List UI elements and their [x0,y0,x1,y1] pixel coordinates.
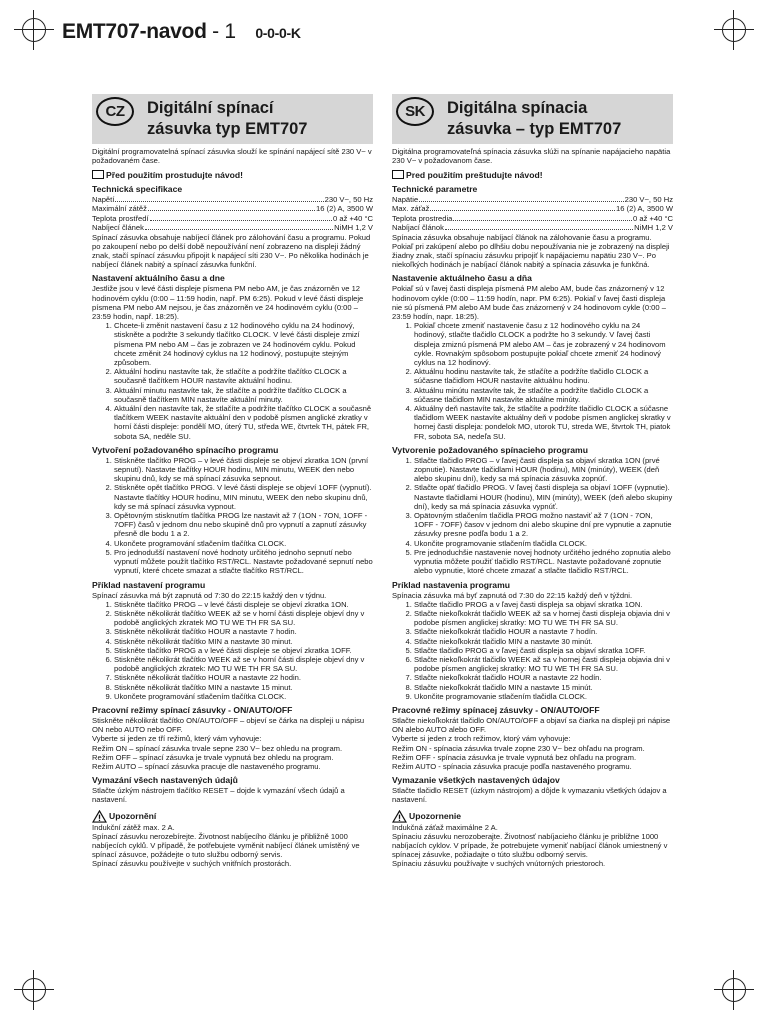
cz-example-text: Spínací zásuvka má být zapnutá od 7:30 do 22:15 každý den v týdnu. [92,590,327,600]
cz-time-steps [92,321,373,441]
spec-row [392,204,673,214]
spec-leader-dots [445,223,633,230]
cz-title: Digitální spínací zásuvka typ EMT707 [147,99,308,138]
cz-modes-text [92,716,373,771]
spec-leader-dots [115,195,323,202]
sk-warning-text [392,823,673,869]
document-title [62,20,301,44]
sk-warning-heading: Upozornenie [409,811,462,822]
cz-battery-text: Spínací zásuvka obsahuje nabíjecí článek pro zálohování času a programu. Pokud po zakoupení nebo po delší době nepoužívání není zobrazeno na displeji žádný znak, stačí spínací zásuvku připojit k napájecí síti 230 V~. Po několika hodinách je nabíjecí článek nabitý a spínací zásuvka funkční. [92,232,371,270]
spec-row [92,214,373,224]
sk-language-badge: SK [396,97,434,126]
sk-warning-title [392,810,673,823]
warning-triangle-icon [92,810,107,823]
step-item: 2. Stiskněte několikrát tlačítko WEEK až se v horní části displeje objeví dny v podobě anglických zkratek MO TU WE TH FR SA SU. [114,609,373,627]
document-separator: - [206,20,225,43]
sk-spec-heading: Technické parametre [392,183,478,194]
step-item: 5. Stlačte tlačidlo PROG a v ľavej časti displeja sa objaví skratka 1OFF. [414,646,673,655]
step-item: 4. Aktuálny deň nastavíte tak, že stlačíte a podržíte tlačidlo CLOCK a súčasne tlačidlom WEEK nastavíte aktuálny deň v podobe písmen anglickej skratky v hornej časti displeja: pondelok MO, utorok TU, streda WE, štvrtok TH, piatok FR, sobota SA, nedeľa SU. [414,404,673,441]
spec-label: Maximální zátěž [92,204,147,214]
spec-value: 16 (2) A, 3500 W [316,204,373,214]
sk-prog-steps [392,456,673,576]
sk-time-text: Pokiaľ sú v ľavej časti displeja písmená PM alebo AM, bude čas znázornený v 12 hodinovom cykle (0:00 – 11:59 hodín, napr. PM 6:25). Pokiaľ v ľavej časti displeja nie sú písmená PM alebo AM bude čas znázornený v 24 hodinovom cykle (0:00 – 23:59 hodín, napr. 18:25). [392,284,666,322]
czech-column [92,94,373,869]
sk-intro: Digitálna programovateľná spínacia zásuvka slúži na spínanie napájacieho napätia 230 V~ v požadovanom čase. [392,147,671,166]
spec-value: 230 V~, 50 Hz [624,194,673,204]
cz-spec-heading: Technická specifikace [92,183,183,194]
manual-book-icon [92,170,104,179]
cz-warning-text [92,823,373,869]
cz-warning-title [92,810,373,823]
mode-line: Režim ON – spínací zásuvka trvale sepne 230 V~ bez ohledu na program. [92,743,343,753]
step-item: 3. Opätovným stlačením tlačidla PROG možno nastaviť až 7 (1ON - 7ON, 1OFF - 7OFF) časov v jednom dni alebo skupine dní pre vypnutie a zapnutie zásuvky presne podľa bodu 1 a 2. [414,511,673,539]
cz-time-heading: Nastavení aktuálního času a dne [92,273,225,284]
spec-value: 230 V~, 50 Hz [324,194,373,204]
registration-mark-top-left [14,10,54,50]
spec-label: Teplota prostředí [92,213,149,223]
step-item: 2. Stlačte opäť tlačidlo PROG. V ľavej časti displeja sa objaví 1OFF (vypnutie). Nastavte tlačidlami HOUR (hodinu), MIN (minúty), WEEK (deň alebo skupiny dní), kedy sa má spínacia zásuvka vypnúť. [414,483,673,511]
cz-example-steps [92,600,373,701]
cz-spec-list [92,195,373,233]
document-code: 0-0-0-K [255,25,301,41]
cz-prog-heading: Vytvoření požadovaného spínacího programu [92,444,279,455]
mode-line: Vyberte si jeden z troch režimov, ktorý vám vyhovuje: [392,734,571,744]
step-item: 6. Stlačte niekoľkokrát tlačidlo WEEK až sa v hornej časti displeja objavia dni v podobe písmen anglickej skratky: MO TU WE TH FR SA SU. [414,655,673,673]
spec-row [92,223,373,233]
sk-time-heading: Nastavenie aktuálneho času a dňa [392,273,532,284]
mode-line: Vyberte si jeden ze tří režimů, který vám vyhovuje: [92,734,262,744]
step-item: 1. Stiskněte tlačítko PROG – v levé části displeje se objeví zkratka 1ON. [114,600,373,609]
step-item: 1. Stiskněte tlačítko PROG – v levé části displeje se objeví zkratka 1ON (první sepnutí). Nastavte tlačítky HOUR hodinu, MIN minutu, WEEK den nebo skupinu dnů, kdy se má spínací zásuvka sepnout. [114,456,373,484]
sk-reset-heading: Vymazanie všetkých nastavených údajov [392,775,560,786]
cz-time-text: Jestliže jsou v levé části displeje písmena PM nebo AM, je čas znázorněn ve 12 hodinovém cyklu (0:00 – 11:59 hodin, např. PM 6:25). Pokud v levé části displeje písmena PM nebo AM nejsou, je čas znázorněn ve 24 hodinovém cyklu (0:00 – 23:59 hodin, např. 18:25). [92,284,364,322]
document-model: EMT707-navod [62,20,207,43]
cz-read-note-text: Před použitím prostudujte návod! [106,169,244,180]
spec-leader-dots [145,223,333,230]
step-item: 7. Stiskněte několikrát tlačítko HOUR a nastavte 22 hodin. [114,673,373,682]
step-item: 4. Ukončete programování stlačením tlačítka CLOCK. [114,539,373,548]
registration-mark-bottom-right [714,970,754,1010]
step-item: 3. Stlačte niekoľkokrát tlačidlo HOUR a nastavte 7 hodín. [414,627,673,636]
cz-language-badge: CZ [96,97,134,126]
spec-leader-dots [419,195,623,202]
sk-prog-heading: Vytvorenie požadovaného spínacieho programu [392,444,588,455]
manual-book-icon [392,170,404,179]
step-item: 9. Ukončite programovanie stlačením tlačidla CLOCK. [414,692,673,701]
sk-example-heading: Príklad nastavenia programu [392,579,510,590]
step-item: 4. Ukončite programovanie stlačením tlačidla CLOCK. [414,539,673,548]
document-page-number: 1 [224,20,236,43]
mode-line: Režim OFF – spínací zásuvka je trvale vypnutá bez ohledu na program. [92,752,334,762]
cz-modes-heading: Pracovní režimy spínací zásuvky - ON/AUTO/OFF [92,704,293,715]
mode-line: Režim AUTO - spínacia zásuvka pracuje podľa nastaveného programu. [392,761,632,771]
sk-modes-heading: Pracovné režimy spínacej zásuvky - ON/AUTO/OFF [392,704,600,715]
mode-line: Režim AUTO – spínací zásuvka pracuje dle nastaveného programu. [92,761,321,771]
registration-mark-top-right [714,10,754,50]
spec-row [392,223,673,233]
spec-leader-dots [150,214,332,221]
cz-intro: Digitální programovatelná spínací zásuvka slouží ke spínání napájecí sítě 230 V~ v požadovaném čase. [92,147,372,166]
spec-row [392,214,673,224]
sk-spec-list [392,195,673,233]
sk-title-banner [392,94,673,144]
step-item: 6. Stiskněte několikrát tlačítko WEEK až se v horní části displeje objeví dny v podobě anglických zkratek: MO TU WE TH FR SA SU. [114,655,373,673]
spec-label: Nabíjací článok [392,223,444,233]
step-item: 3. Aktuální minutu nastavíte tak, že stlačíte a podržíte tlačítko CLOCK a současně tlačítkem MIN nastavíte aktuální minuty. [114,386,373,404]
step-item: 3. Aktuálnu minútu nastavíte tak, že stlačíte a podržíte tlačidlo CLOCK a súčasne tlačidlom MIN nastavíte aktuálne minúty. [414,386,673,404]
step-item: 8. Stlačte niekoľkokrát tlačidlo MIN a nastavte 15 minút. [414,683,673,692]
cz-title-banner [92,94,373,144]
step-item: 9. Ukončete programování stlačením tlačítka CLOCK. [114,692,373,701]
step-item: 5. Stiskněte tlačítko PROG a v levé části displeje se objeví zkratka 1OFF. [114,646,373,655]
step-item: 4. Stiskněte několikrát tlačítko MIN a nastavte 30 minut. [114,637,373,646]
registration-mark-bottom-left [14,970,54,1010]
warning-line: Spínaciu zásuvku používajte v suchých vnútorných priestoroch. [392,859,606,869]
step-item: 2. Aktuální hodinu nastavíte tak, že stlačíte a podržíte tlačítko CLOCK a současně tlačítkem HOUR nastavíte aktuální hodinu. [114,367,373,385]
cz-reset-text: Stlačte úzkým nástrojem tlačítko RESET – dojde k vymazání všech údajů a nastavení. [92,786,345,805]
sk-modes-text [392,716,673,771]
spec-label: Teplota prostredia [392,213,453,223]
spec-leader-dots [453,214,632,221]
spec-leader-dots [148,204,315,211]
step-item: 1. Pokiaľ chcete zmeniť nastavenie času z 12 hodinového cyklu na 24 hodinový, stlačte tlačidlo CLOCK a podržte ho 3 sekundy. V ľavej časti displeja zmiznú písmená PM alebo AM – čas je zobrazený v 24 hodinovom cykle. Rovnakým spôsobom postupujte pokiaľ chcete zmeniť 24 hodinový cyklus na 12 hodinový. [414,321,673,367]
spec-label: Nabíjecí článek [92,223,144,233]
step-item: 4. Stlačte niekoľkokrát tlačidlo MIN a nastavte 30 minút. [414,637,673,646]
spec-value: 0 až +40 °C [333,213,373,223]
cz-example-heading: Příklad nastavení programu [92,579,206,590]
step-item: 7. Stlačte niekoľkokrát tlačidlo HOUR a nastavte 22 hodín. [414,673,673,682]
mode-line: Režim ON - spínacia zásuvka trvale zopne 230 V~ bez ohľadu na program. [392,743,645,753]
step-item: 1. Stlačte tlačidlo PROG – v ľavej časti displeja sa objaví skratka 1ON (prvé zopnutie). Nastavte tlačidlami HOUR (hodinu), MIN (minúty), WEEK (deň alebo skupinu dní), kedy sa má spínacia zásuvka zopnúť. [414,456,673,484]
spec-value: 0 až +40 °C [633,213,673,223]
sk-read-manual-note [392,170,673,180]
mode-line: Stiskněte několikrát tlačítko ON/AUTO/OFF – objeví se čárka na displeji u nápisu ON nebo AUTO nebo OFF. [92,715,365,735]
step-item: 5. Pre jednoduchšie nastavenie novej hodnoty určitého jedného zopnutia alebo vypnutia môžete použiť tlačidlo RST/RCL. Nastavte požadované zopnutie alebo vypnutie, ktoré chcete zmazať a stlačte tlačidlo RST/RCL. [414,548,673,576]
warning-line: Indukčná záťaž maximálne 2 A. [392,822,498,832]
warning-line: Spínací zásuvku nerozebírejte. Životnost nabíjecího článku je přibližně 1000 nabíjecích cyklů. V případě, že potřebujete vyměnit nabíjecí článek umístěný ve spínací zásuvce, požádejte o tuto službu odborný servis. [92,831,360,860]
step-item: 2. Stlačte niekoľkokrát tlačidlo WEEK až sa v hornej časti displeja objavia dni v podobe písmen anglickej skratky: MO TU WE TH FR SA SU. [414,609,673,627]
spec-label: Napätie [392,194,419,204]
spec-row [92,204,373,214]
step-item: 2. Stiskněte opět tlačítko PROG. V levé části displeje se objeví 1OFF (vypnutí). Nastavte tlačítky HOUR hodinu, MIN minutu, WEEK den nebo skupinu dnů, kdy se má spínací zásuvka vypnout. [114,483,373,511]
step-item: 8. Stiskněte několikrát tlačítko MIN a nastavte 15 minut. [114,683,373,692]
spec-value: NiMH 1,2 V [334,223,373,233]
warning-triangle-icon [392,810,407,823]
step-item: 1. Chcete-li změnit nastavení času z 12 hodinového cyklu na 24 hodinový, stiskněte a podržte 3 sekundy tlačítko CLOCK. V levé části displeje zmizí písmena PM nebo AM – čas je zobrazen ve 24 hodinovém cyklu. Pokud chcete změnit 24 hodinový cyklus na 12 hodinový, postupujte stejným způsobem. [114,321,373,367]
step-item: 3. Opětovným stisknutím tlačítka PROG lze nastavit až 7 (1ON - 7ON, 1OFF - 7OFF) časů v jednom dnu nebo skupině dnů pro vypnutí a zapnutí zásuvky přesně dle bodu 1 a 2. [114,511,373,539]
sk-example-steps [392,600,673,701]
warning-line: Spínací zásuvku používejte v suchých vnitřních prostorách. [92,859,292,869]
mode-line: Režim OFF - spínacia zásuvka je trvale vypnutá bez ohľadu na program. [392,752,637,762]
sk-read-note-text: Pred použitím preštudujte návod! [406,169,543,180]
mode-line: Stlačte niekoľkokrát tlačidlo ON/AUTO/OFF a objaví sa čiarka na displeji pri nápise ON alebo AUTO alebo OFF. [392,715,671,735]
spec-label: Napětí [92,194,115,204]
spec-leader-dots [430,204,615,211]
step-item: 2. Aktuálnu hodinu nastavíte tak, že stlačíte a podržíte tlačidlo CLOCK a súčasne tlačidlom HOUR nastavíte aktuálnu hodinu. [414,367,673,385]
step-item: 3. Stiskněte několikrát tlačítko HOUR a nastavte 7 hodin. [114,627,373,636]
step-item: 1. Stlačte tlačidlo PROG a v ľavej časti displeja sa objaví skratka 1ON. [414,600,673,609]
cz-warning-heading: Upozornění [109,811,157,822]
cz-prog-steps [92,456,373,576]
warning-line: Spínaciu zásuvku nerozoberajte. Životnosť nabíjacieho článku je približne 1000 nabíjacích cyklov. V prípade, že potrebujete vymeniť nabíjací článok umiestnený v spínacej zásuvke, požiadajte o túto službu odborný servis. [392,831,668,860]
spec-row [92,195,373,205]
sk-reset-text: Stlačte tlačidlo RESET (úzkym nástrojom) a dôjde k vymazaniu všetkých údajov a nastavení. [392,786,667,805]
spec-value: 16 (2) A, 3500 W [616,204,673,214]
slovak-column [392,94,673,869]
sk-example-text: Spínacia zásuvka má byť zapnutá od 7:30 do 22:15 každý deň v týždni. [392,590,633,600]
cz-reset-heading: Vymazání všech nastavených údajů [92,775,238,786]
step-item: 4. Aktuální den nastavíte tak, že stlačíte a podržíte tlačítko CLOCK a současně tlačítkem WEEK nastavíte aktuální den v podobě písmen anglické zkratky v horní části displeje: pondělí MO, úterý TU, středa WE, čtvrtek TH, pátek FR, sobota SA, neděle SU. [114,404,373,441]
sk-battery-text: Spínacia zásuvka obsahuje nabíjací článok na zálohovanie času a programu. Pokiaľ pri zakúpení alebo po dlhšiu dobu nepoužívania nie je zobrazený na displeji žiadny znak, stačí spínaciu zásuvku pripojiť k napájaciemu napätiu 230 V~. Po niekoľkých hodinách je nabíjací článok nabitý a spínacia zásuvka je funkčná. [392,232,670,270]
step-item: 5. Pro jednodušší nastavení nové hodnoty určitého jednoho sepnutí nebo vypnutí můžete použít tlačítko RST/RCL. Nastavte požadované sepnutí nebo vypnutí, které chcete smazat a stlačte tlačítko RST/RCL. [114,548,373,576]
sk-title: Digitálna spínacia zásuvka – typ EMT707 [447,99,622,138]
spec-row [392,195,673,205]
spec-value: NiMH 1,2 V [634,223,673,233]
cz-read-manual-note [92,170,373,180]
sk-time-steps [392,321,673,441]
spec-label: Max. záťaž [392,204,430,214]
warning-line: Indukční zátěž max. 2 A. [92,822,175,832]
